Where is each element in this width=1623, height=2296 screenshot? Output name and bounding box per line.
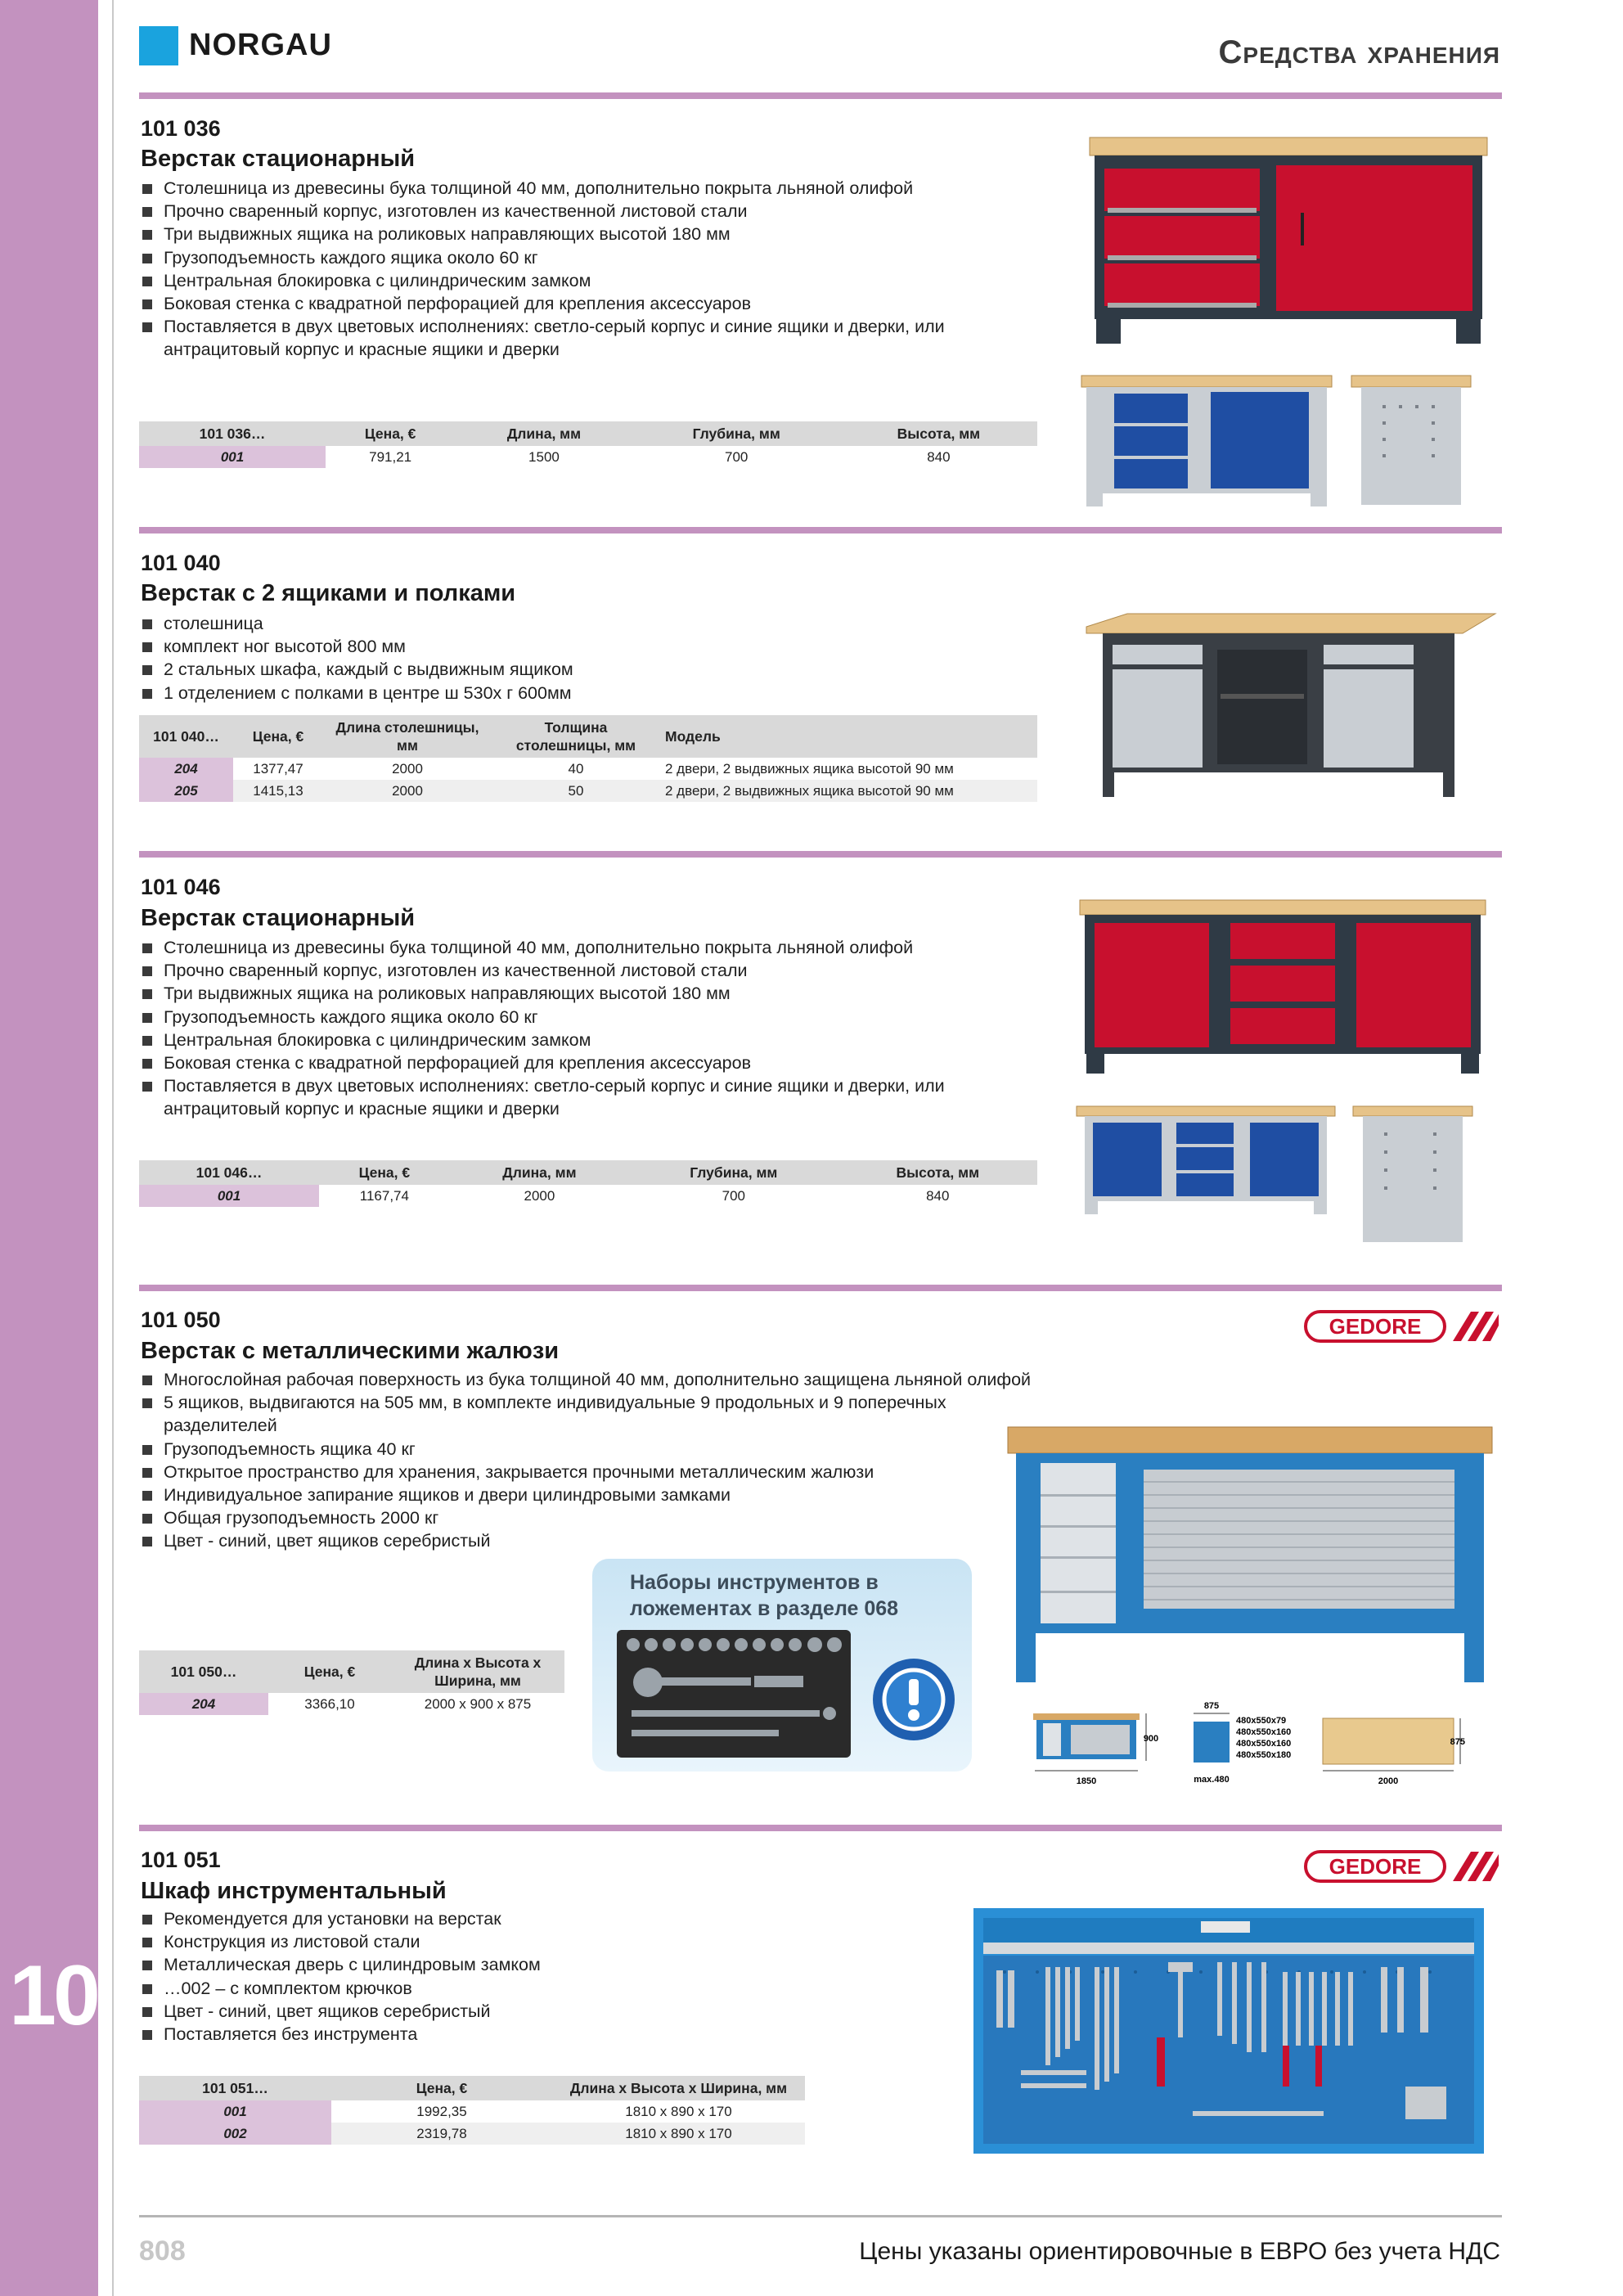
table-cell: 2 двери, 2 выдвижных ящика высотой 90 мм (665, 760, 954, 777)
section-title: Средства хранения (1218, 34, 1500, 70)
dimension-label: 480x550x160 (1236, 1739, 1292, 1749)
chapter-band-divider (112, 0, 114, 2296)
table-cell: 2000 (323, 780, 492, 802)
bullet-item: Цвет - синий, цвет ящиков серебристый (141, 1529, 1081, 1552)
product-bullets (141, 177, 1008, 362)
bullet-item: Столешница из древесины бука толщиной 40 мм, дополнительно покрыта льняной олифой (141, 936, 1008, 959)
table-header: Толщина столешницы, мм (492, 715, 660, 758)
price-table (139, 1160, 1037, 1207)
table-cell: 700 (725, 448, 749, 465)
table-header: Длина х Высота х Ширина, мм (391, 1650, 564, 1693)
table-header: Длина столешницы, мм (323, 715, 492, 758)
product-bullets (141, 1368, 1081, 1553)
table-cell: 2000 (392, 760, 423, 777)
table-cell: 791,21 (369, 448, 412, 465)
table-row (139, 446, 1037, 468)
table-header: Цена, € (331, 2076, 552, 2100)
product-title: Верстак с 2 ящиками и полками (141, 580, 516, 606)
bullet-item: 2 стальных шкафа, каждый с выдвижным ящиком (141, 658, 1008, 681)
table-cell: 1500 (528, 448, 560, 465)
product-article: 101 036 (141, 116, 221, 141)
footer-note: Цены указаны ориентировочные в ЕВРО без учета НДС (859, 2238, 1500, 2265)
table-header: 101 040… (139, 715, 233, 758)
table-header: 101 051… (139, 2076, 331, 2100)
price-table (139, 2076, 805, 2145)
table-cell: 50 (492, 780, 660, 802)
bullet-item: Общая грузоподъемность 2000 кг (141, 1506, 1081, 1529)
order-code: 204 (139, 1693, 268, 1715)
bullet-item: Центральная блокировка с цилиндрическим замком (141, 269, 1008, 292)
workbench-gray-image (1078, 612, 1497, 800)
table-cell: 3366,10 (304, 1695, 355, 1712)
table-header: Цена, € (319, 1160, 450, 1185)
price-table (139, 1650, 564, 1715)
table-cell: 1992,35 (416, 2103, 467, 2119)
bullet-item: Рекомендуется для установки на верстак (141, 1907, 959, 1930)
dimension-label: 480x550x180 (1236, 1750, 1292, 1760)
bullet-item: Поставляется в двух цветовых исполнениях: светло-серый корпус и синие ящики и дверки, или антрацитовый корпус и красные ящики и дверки (141, 315, 1008, 361)
gedore-logo-text: GEDORE (1329, 1854, 1422, 1879)
bullet-item: комплект ног высотой 800 мм (141, 635, 1008, 658)
table-row (139, 2123, 805, 2145)
info-badge-icon (869, 1654, 959, 1745)
table-header: Модель (660, 715, 1037, 758)
bullet-item: Многослойная рабочая поверхность из бука толщиной 40 мм, дополнительно защищена льняной олифой (141, 1368, 1081, 1391)
product-title: Верстак с металлическими жалюзи (141, 1338, 560, 1364)
dimension-label: 480x550x160 (1236, 1727, 1292, 1737)
section-divider (139, 1285, 1502, 1291)
workbench-side-image (1351, 1105, 1474, 1245)
table-cell: 40 (568, 760, 584, 777)
tool-cabinet-image (972, 1907, 1486, 2155)
product-article: 101 046 (141, 875, 221, 899)
table-cell: 2319,78 (331, 2123, 552, 2145)
table-cell: 700 (722, 1187, 745, 1204)
order-code: 002 (139, 2123, 331, 2145)
gedore-logo (1304, 1849, 1500, 1884)
table-header: Длина, мм (450, 1160, 629, 1185)
table-header: Цена, € (326, 421, 455, 446)
header-divider (139, 92, 1502, 99)
chapter-number: 10 (9, 1948, 97, 2043)
table-header: Глубина, мм (633, 421, 840, 446)
workbench-side-image (1350, 372, 1472, 507)
table-cell: 840 (927, 448, 951, 465)
table-header: Длина, мм (455, 421, 632, 446)
order-code: 205 (139, 780, 233, 802)
order-code: 001 (139, 2100, 331, 2123)
bullet-item: Конструкция из листовой стали (141, 1930, 959, 1953)
bullet-item: 5 ящиков, выдвигаются на 505 мм, в комплекте индивидуальные 9 продольных и 9 поперечных разделителей (141, 1391, 959, 1437)
product-title: Верстак стационарный (141, 905, 416, 931)
dimension-drawing (1027, 1694, 1468, 1792)
dimension-label: 875 (1450, 1737, 1465, 1747)
table-cell: 1167,74 (359, 1187, 409, 1204)
bullet-item: Центральная блокировка с цилиндрическим замком (141, 1029, 1008, 1051)
table-cell: 2000 x 900 x 875 (424, 1695, 532, 1712)
dimension-label: 480x550x79 (1236, 1716, 1287, 1726)
bullet-item: Грузоподъемность каждого ящика около 60 кг (141, 1006, 1008, 1029)
workbench-red-wide-image (1078, 897, 1487, 1077)
table-cell: 1415,13 (233, 780, 323, 802)
table-header: 101 046… (139, 1160, 319, 1185)
table-cell: 2000 (524, 1187, 555, 1204)
price-table (139, 715, 1037, 802)
table-row (139, 1185, 1037, 1207)
bullet-item: Открытое пространство для хранения, закрывается прочными металлическим жалюзи (141, 1461, 1081, 1483)
table-row (139, 1693, 564, 1715)
table-cell: 1810 x 890 x 170 (552, 2123, 805, 2145)
brand-logo-text: NORGAU (189, 28, 332, 62)
table-cell: 2 двери, 2 выдвижных ящика высотой 90 мм (660, 780, 1037, 802)
footer-divider (139, 2215, 1502, 2217)
dimension-label: 875 (1203, 1701, 1220, 1711)
dimension-label: 2000 (1378, 1776, 1399, 1786)
bullet-item: Грузоподъемность ящика 40 кг (141, 1438, 1081, 1461)
promo-text[interactable]: Наборы инструментов в ложементах в разделе 068 (630, 1571, 899, 1620)
table-row (139, 758, 1037, 780)
bullet-item: столешница (141, 612, 1008, 635)
table-header: Цена, € (233, 715, 323, 758)
product-bullets (141, 1907, 959, 2046)
page-number: 808 (139, 2235, 186, 2267)
section-divider (139, 1825, 1502, 1831)
order-code: 001 (139, 1185, 319, 1207)
dimension-label: 1850 (1076, 1776, 1097, 1786)
workbench-red-image (1088, 131, 1489, 352)
workbench-blue-wide-image (1075, 1105, 1337, 1216)
gedore-logo-text: GEDORE (1329, 1314, 1422, 1339)
dimension-label: 900 (1143, 1734, 1159, 1744)
product-article: 101 050 (141, 1308, 221, 1332)
section-divider (139, 527, 1502, 533)
bullet-item: Грузоподъемность каждого ящика около 60 кг (141, 246, 1008, 269)
dimension-label: max.480 (1194, 1775, 1230, 1785)
bullet-item: Три выдвижных ящика на роликовых направляющих высотой 180 мм (141, 223, 1008, 245)
bullet-item: Столешница из древесины бука толщиной 40 мм, дополнительно покрыта льняной олифой (141, 177, 1008, 200)
bullet-item: …002 – с комплектом крючков (141, 1977, 959, 2000)
tool-tray-image (615, 1628, 852, 1759)
table-header: Глубина, мм (629, 1160, 838, 1185)
bullet-item: Поставляется в двух цветовых исполнениях: светло-серый корпус и синие ящики и дверки, или антрацитовый корпус и красные ящики и дверки (141, 1074, 1008, 1120)
gedore-logo (1304, 1309, 1500, 1344)
bullet-item: Три выдвижных ящика на роликовых направляющих высотой 180 мм (141, 982, 1008, 1005)
brand-logo-square (139, 26, 178, 65)
product-title: Верстак стационарный (141, 146, 416, 172)
product-article: 101 040 (141, 551, 221, 575)
product-bullets (141, 612, 1008, 705)
bullet-item: Боковая стенка с квадратной перфорацией для крепления аксессуаров (141, 1051, 1008, 1074)
table-cell: 1377,47 (253, 760, 303, 777)
table-header: Высота, мм (840, 421, 1037, 446)
price-table (139, 421, 1037, 468)
bullet-item: Прочно сваренный корпус, изготовлен из качественной листовой стали (141, 200, 1008, 223)
order-code: 001 (139, 446, 326, 468)
table-cell: 840 (926, 1187, 950, 1204)
section-divider (139, 851, 1502, 858)
table-header: Высота, мм (838, 1160, 1037, 1185)
table-row (139, 2100, 805, 2123)
workbench-shutter-image (1005, 1424, 1495, 1686)
bullet-item: Прочно сваренный корпус, изготовлен из качественной листовой стали (141, 959, 1008, 982)
table-header: 101 050… (139, 1650, 268, 1693)
bullet-item: Боковая стенка с квадратной перфорацией для крепления аксессуаров (141, 292, 1008, 315)
bullet-item: Металлическая дверь с цилиндровым замком (141, 1953, 959, 1976)
bullet-item: Цвет - синий, цвет ящиков серебристый (141, 2000, 959, 2023)
workbench-blue-image (1080, 372, 1333, 507)
order-code: 204 (139, 758, 233, 780)
product-article: 101 051 (141, 1848, 221, 1872)
product-bullets (141, 936, 1008, 1121)
table-header: Длина х Высота х Ширина, мм (552, 2076, 805, 2100)
bullet-item: Поставляется без инструмента (141, 2023, 959, 2046)
bullet-item: Индивидуальное запирание ящиков и двери цилиндровыми замками (141, 1483, 1081, 1506)
table-cell: 1810 x 890 x 170 (625, 2103, 732, 2119)
bullet-item: 1 отделением с полками в центре ш 530х г 600мм (141, 682, 1008, 705)
table-header: Цена, € (268, 1650, 391, 1693)
table-row (139, 780, 1037, 802)
product-title: Шкаф инструментальный (141, 1878, 447, 1904)
table-header: 101 036… (139, 421, 326, 446)
